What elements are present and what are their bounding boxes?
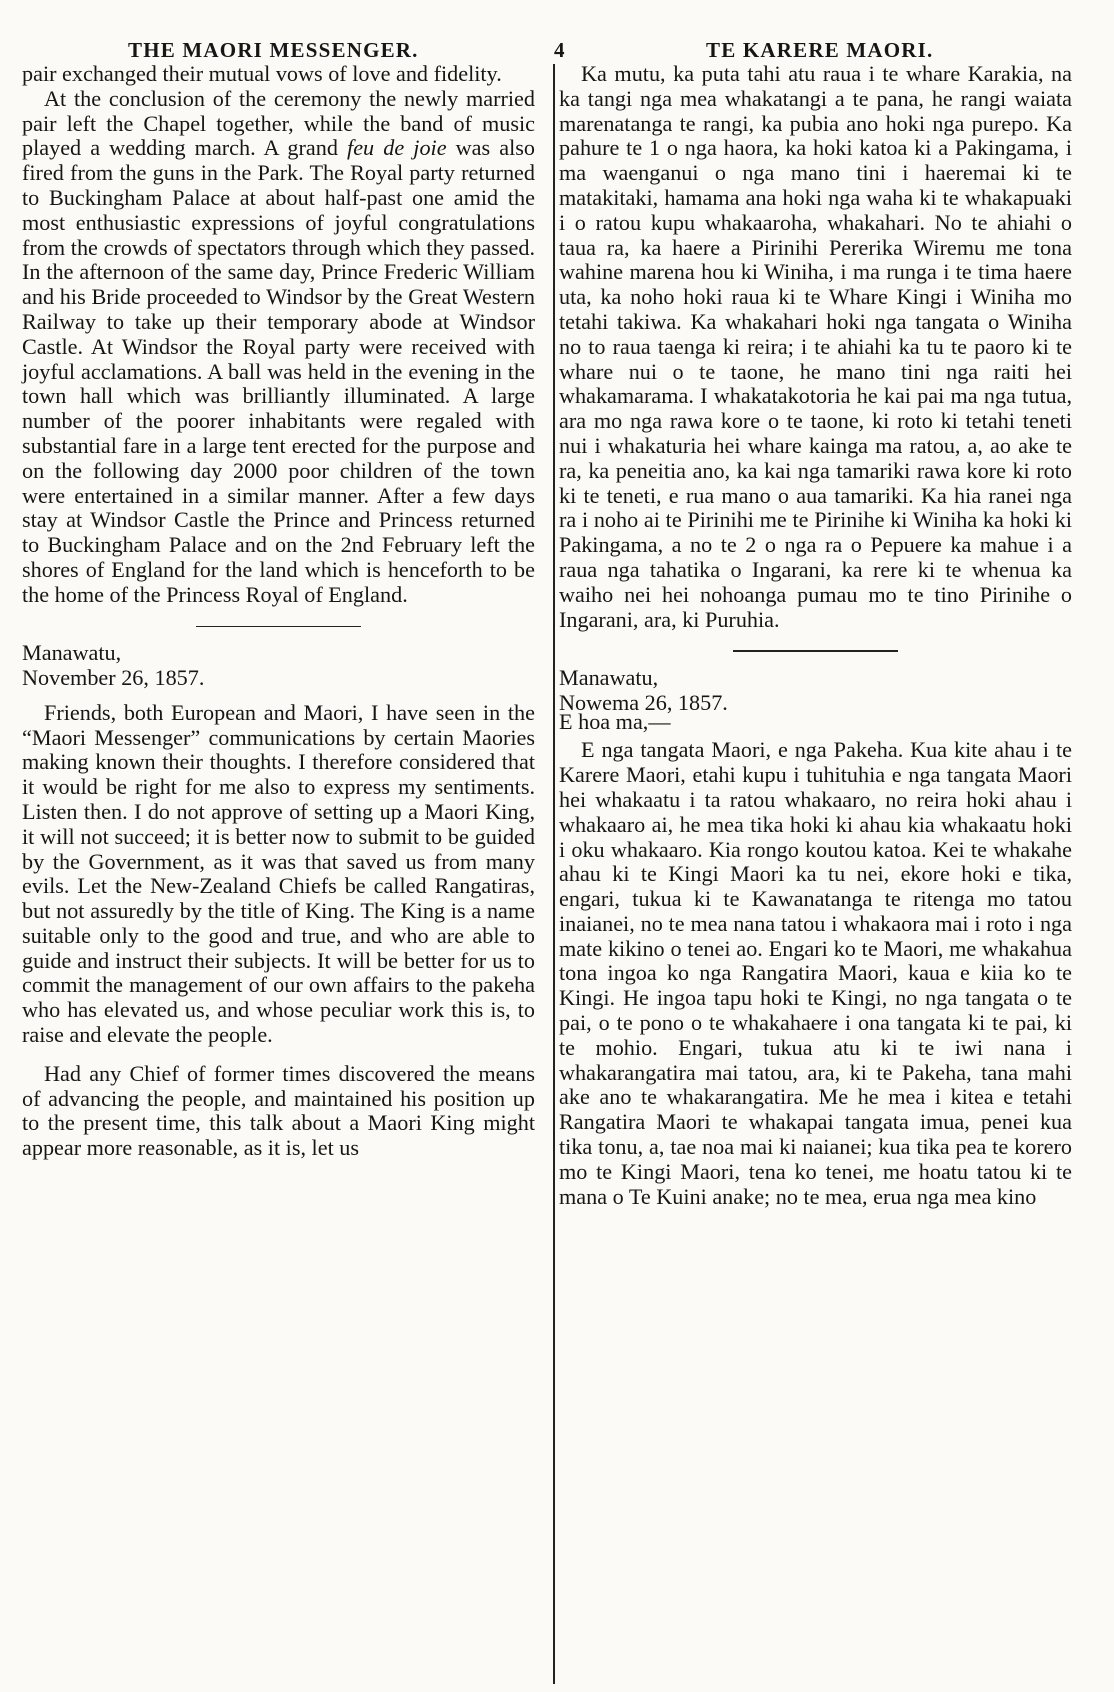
letter-place: Manawatu, xyxy=(22,640,122,666)
maori-column xyxy=(547,62,1072,1692)
masthead xyxy=(22,18,1088,62)
english-paragraph-ceremony-end: was also fired from the guns in the Park. The Royal party returned to Buckingham Palace at about half-past one amid the most enthusiastic expressions of joyful congratulations from the crowds of spectators through which they passed. In the afternoon of the same day, Prince Frederic William and his Bride proceeded to Windsor by the Great Western Railway to take up their temporary abode at Windsor Castle. At Windsor the Royal party were received with joyful acclamations. A ball was held in the evening in the town hall which was brilliantly illuminated. A large number of the poorer inhabitants were regaled with substantial fare in a large tent erected for the purpose and on the following day 2000 poor children of the town were entertained in a similar manner. After a few days stay at Windsor Castle the Prince and Princess returned to Buckingham Palace and on the 2nd February left the shores of England for the land which is henceforth to be the home of the Princess Royal of England. xyxy=(22,135,535,607)
page-number: 4 xyxy=(554,38,566,62)
letter-place-maori: Manawatu, xyxy=(559,664,659,690)
english-paragraph-ceremony xyxy=(22,87,535,608)
section-divider-maori xyxy=(733,650,898,652)
columns xyxy=(22,62,1088,1692)
masthead-english-title: THE MAORI MESSENGER. xyxy=(128,38,419,62)
letter-date-maori: Nowema 26, 1857. xyxy=(559,689,728,715)
english-column xyxy=(22,62,547,1692)
maori-letter-paragraph: E nga tangata Maori, e nga Pakeha. Kua kite ahau i te Karere Maori, etahi kupu i tuhituhia e nga tangata Maori hei whakaatu i ta ratou whakaaro, no reira hoki ahau i whakaaro ai, he mea tika hoki ki ahau kia whakaatu hoki i oku whakaaro. Kia rongo koutou katoa. Kei te whakahe ahau ki te Kingi Maori ka tu nei, ekore hoki e tika, engari, tukua ki te Kawanatanga te ritenga mo tatou inaianei, no te mea nana tatou i whakaora mai i roto i nga mate kikino o tenei ao. Engari ko te Maori, me whakahua tona ingoa ko nga Rangatira Maori, kaua e kiia ko te Kingi. He ingoa tapu hoki te Kingi, no nga tangata o te pai, o te pono o te whakahaere i ona tangata ki te pai, ki te mohio. Engari, tukua atu ki te iwi nana i whakarangatira mai tatou, ara, ki te Pakeha, tana mahi ake ano te whakarangatira. Me he mea i kitea e tetahi Rangatira Maori te whakapai tangata imua, penei kua tika tonu, a, tae noa mai ki naianei; kua tika pea te korero mo te Kingi Maori, tena ko tenei, me hoatu tatou ki te mana o Te Kuini anake; no te mea, erua nga mea kino xyxy=(559,737,1072,1209)
feu-de-joie-italic: feu de joie xyxy=(347,135,447,161)
masthead-maori-title: TE KARERE MAORI. xyxy=(706,38,934,62)
maori-paragraph-ceremony: Ka mutu, ka puta tahi atu raua i te whare Karakia, na ka tangi nga mea whakatangi a te pana, he rangi waiata marenatanga te rangi, ka pubia ano hoki nga purepo. Ka pahure te 1 o nga haora, ka hoki katoa ki a Pakingama, i ma waenganui o nga mano tini i haeremai ki te matakitaki, hamama ana hoki nga waha ki te whakapuaki i o ratou kupu whakaaroha, whakahari. No te ahiahi o taua ra, ka haere a Pirinihi Pererika Wiremu me tona wahine marena hou ki Winiha, i ma runga i te tima haere uta, ka noho hoki raua ki te Whare Kingi i Winiha mo tetahi takiwa. Ka whakahari hoki nga tangata o Winiha no to raua taenga ki reira; i te ahiahi ka tu te paoro ki te whare nui o te taone, he mano tini nga raiti hei whakamarama. I whakatakotoria he kai pai ma nga tutua, ara mo nga rawa kore o te taone, ki roto ki tetahi teneti nui i whakaturia hei whare kainga ma ratou, a, ao ake te ra, ka peneitia ano, ka kai nga tamariki rawa kore ki roto ki te teneti, e rua mano o aua tamariki. Ka hia ranei nga ra i noho ai te Pirinihi me te Pirinihe ki Winiha ka hoki ki Pakingama, a no te 2 o nga ra o Pepuere ka mahue i a raua nga tahatika o Ingarani, ka rere ki te whenua ka waiho nei hei nohoanga pumau mo te tino Pirinihe o Ingarani, ara, ki Puruhia. xyxy=(559,61,1072,632)
english-letter-paragraph-1: Friends, both European and Maori, I have seen in the “Maori Messenger” communications by certain Maories making known their thoughts. I therefore considered that it would be right for me also to express my sentiments. Listen then. I do not approve of setting up a Maori King, it will not succeed; it is better now to submit to be guided by the Government, as it was that saved us from many evils. Let the New-Zealand Chiefs be called Rangatiras, but not assuredly by the title of King. The King is a name suitable only to the good and true, and who are able to guide and instruct their subjects. It will be better for us to commit the management of our own affairs to the pakeha who has elevated us, and whose peculiar work this is, to raise and elevate the people. xyxy=(22,699,535,1048)
english-paragraph-continued: pair exchanged their mutual vows of love and fidelity. xyxy=(22,61,502,86)
english-paragraph-ceremony-start: At the conclusion of the ceremony the newly married pair left the Chapel together, while the band of music played a wedding march. A grand xyxy=(22,85,535,161)
letter-salutation-maori: E hoa ma,— xyxy=(559,708,671,734)
section-divider xyxy=(196,626,361,628)
english-letter-paragraph-2: Had any Chief of former times discovered the means of advancing the people, and maintained his position up to the present time, this talk about a Maori King might appear more reasonable, as it is, let us xyxy=(22,1060,535,1161)
column-rule xyxy=(553,64,555,1684)
letter-date: November 26, 1857. xyxy=(22,664,205,690)
